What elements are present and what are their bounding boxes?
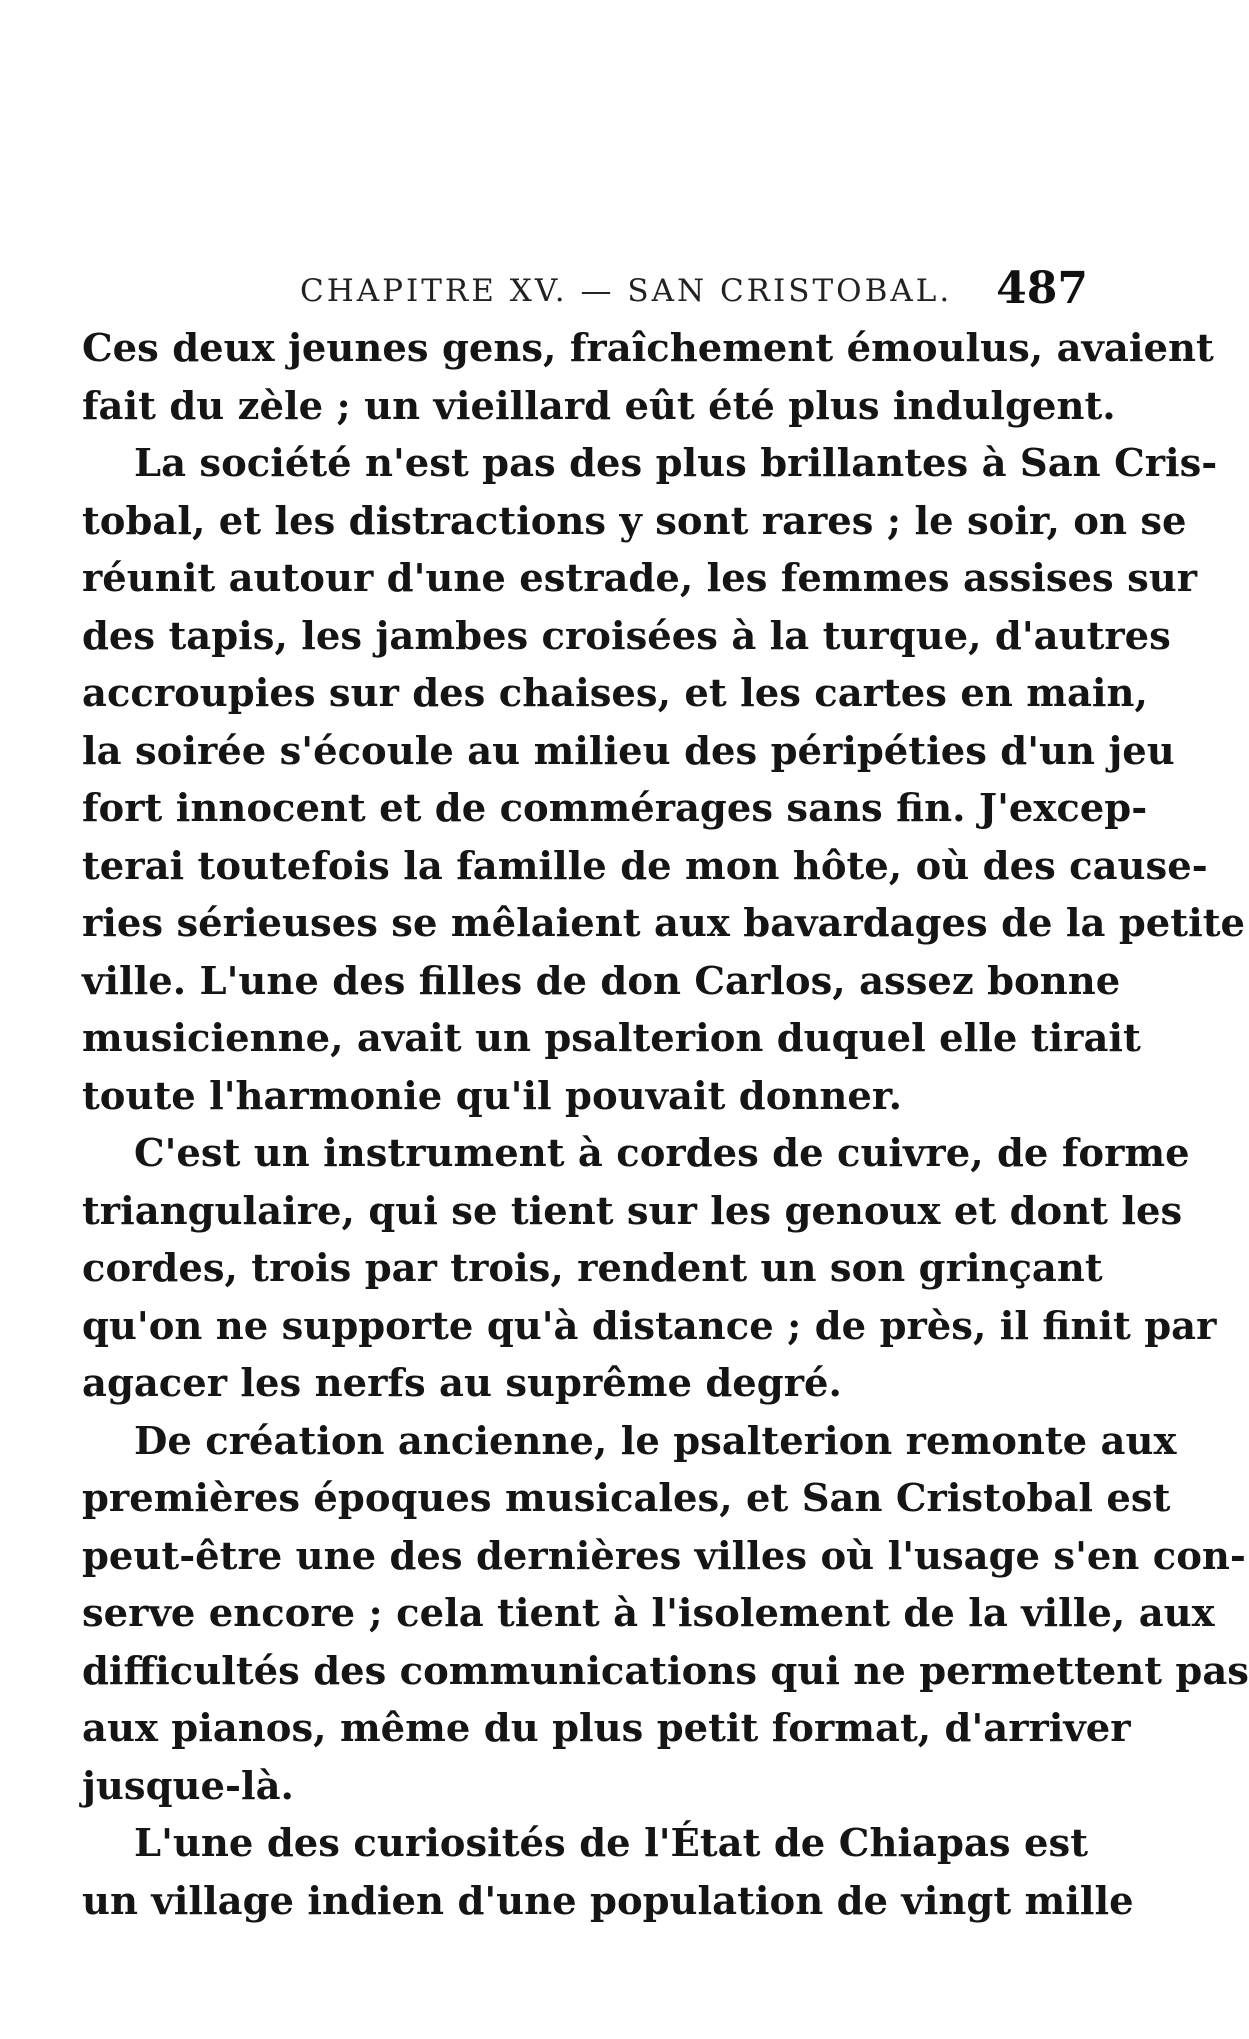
text-line: un village indien d'une population de vingt mille [82,1878,1134,1924]
text-line: fort innocent et de commérages sans fin. J'excep- [82,786,1148,831]
text-line: ville. L'une des filles de don Carlos, assez bonne [82,958,1121,1004]
text-line: aux pianos, même du plus petit format, d'arriver [82,1706,1131,1751]
text-line: La société n'est pas des plus brillantes à San Cris- [134,441,1218,486]
text-line: fait du zèle ; un vieillard eût été plus indulgent. [82,383,1116,429]
text-line: qu'on ne supporte qu'à distance ; de près, il finit par [82,1303,1217,1349]
body-text [82,320,1249,1930]
text-line: réunit autour d'une estrade, les femmes assises sur [82,556,1198,601]
text-line: musicienne, avait un psalterion duquel elle tirait [82,1016,1141,1061]
page-number: 487 [996,263,1088,314]
text-line: cordes, trois par trois, rendent un son grinçant [82,1246,1103,1291]
text-line: Ces deux jeunes gens, fraîchement émoulus, avaient [82,326,1214,371]
text-line: premières époques musicales, et San Cristobal est [82,1476,1171,1521]
text-line: toute l'harmonie qu'il pouvait donner. [82,1073,903,1119]
text-line: triangulaire, qui se tient sur les genoux et dont les [82,1188,1183,1234]
text-line: la soirée s'écoule au milieu des péripéties d'un jeu [82,728,1175,774]
text-line: des tapis, les jambes croisées à la turque, d'autres [82,613,1171,659]
running-title: CHAPITRE XV. — SAN CRISTOBAL. [300,273,953,309]
text-line: terai toutefois la famille de mon hôte, où des cause- [82,843,1208,889]
text-line: accroupies sur des chaises, et les cartes en main, [82,671,1148,716]
text-line: difficultés des communications qui ne permettent pas [82,1648,1249,1694]
text-line: ries sérieuses se mêlaient aux bavardages de la petite [82,901,1245,946]
text-line: peut-être une des dernières villes où l'usage s'en con- [82,1533,1246,1579]
text-line: De création ancienne, le psalterion remonte aux [134,1418,1177,1464]
text-line: tobal, et les distractions y sont rares ; le soir, on se [82,498,1187,544]
text-line: agacer les nerfs au suprême degré. [82,1361,842,1406]
text-line: C'est un instrument à cordes de cuivre, de forme [134,1131,1190,1176]
text-line: serve encore ; cela tient à l'isolement de la ville, aux [82,1591,1215,1636]
text-line: L'une des curiosités de l'État de Chiapas est [134,1821,1088,1866]
text-line: jusque-là. [82,1763,294,1809]
page-header [300,263,1088,313]
